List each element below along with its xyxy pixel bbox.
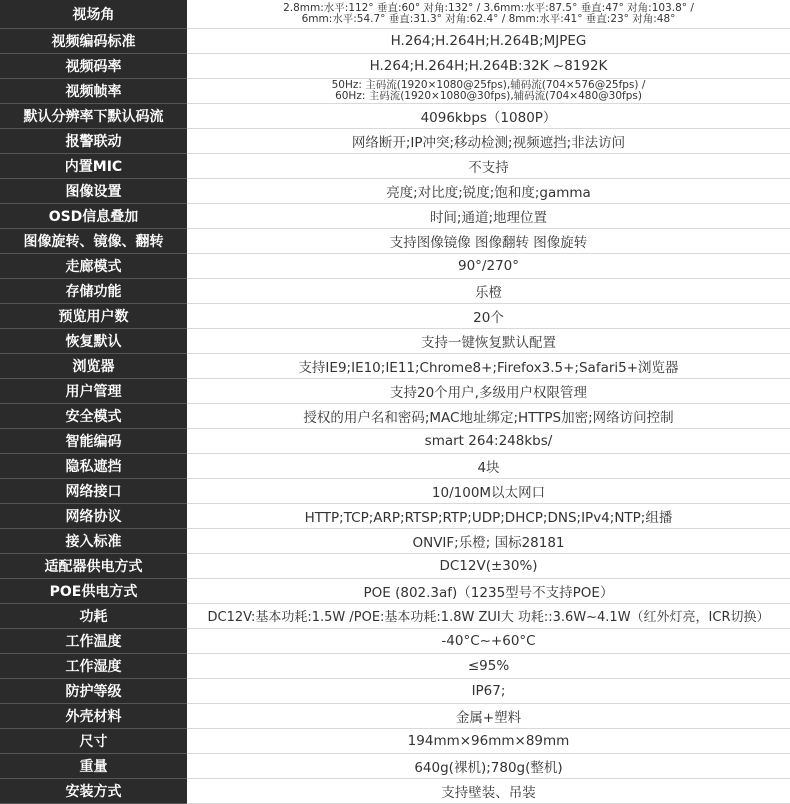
spec-value: smart 264:248kbs/ — [187, 428, 790, 453]
spec-row-network-protocol — [0, 503, 790, 528]
spec-value: 亮度;对比度;锐度;饱和度;gamma — [187, 178, 790, 203]
spec-row-field-of-view — [0, 0, 790, 28]
spec-row-image-rotation — [0, 228, 790, 253]
spec-label: 存储功能 — [0, 278, 187, 303]
spec-value: -40°C~+60°C — [187, 628, 790, 653]
spec-label: 接入标准 — [0, 528, 187, 553]
spec-value: 支持图像镜像 图像翻转 图像旋转 — [187, 228, 790, 253]
spec-label: 适配器供电方式 — [0, 553, 187, 578]
spec-value-line: 6mm:水平:54.7° 垂直:31.3° 对角:62.4° / 8mm:水平:41° 垂直:23° 对角:48° — [301, 12, 676, 25]
spec-value: 支持一键恢复默认配置 — [187, 328, 790, 353]
spec-row-restore-default — [0, 328, 790, 353]
spec-row-user-management — [0, 378, 790, 403]
spec-label: 隐私遮挡 — [0, 453, 187, 478]
spec-label: 功耗 — [0, 603, 187, 628]
spec-value: 20个 — [187, 303, 790, 328]
spec-row-preview-users — [0, 303, 790, 328]
spec-row-installation — [0, 778, 790, 803]
spec-label: 安全模式 — [0, 403, 187, 428]
spec-label: 视频码率 — [0, 53, 187, 78]
spec-value: DC12V:基本功耗:1.5W /POE:基本功耗:1.8W ZUI大 功耗::3.6W~4.1W（红外灯亮，ICR切换） — [187, 603, 790, 628]
spec-row-housing-material — [0, 703, 790, 728]
spec-label: 网络接口 — [0, 478, 187, 503]
spec-label: 视频帧率 — [0, 78, 187, 103]
spec-label: 网络协议 — [0, 503, 187, 528]
spec-row-protection-rating — [0, 678, 790, 703]
spec-row-smart-encoding — [0, 428, 790, 453]
spec-row-alarm-linkage — [0, 128, 790, 153]
spec-row-poe-power — [0, 578, 790, 603]
spec-value: HTTP;TCP;ARP;RTSP;RTP;UDP;DHCP;DNS;IPv4;NTP;组播 — [187, 503, 790, 528]
spec-row-default-bitrate — [0, 103, 790, 128]
spec-label: 视频编码标准 — [0, 28, 187, 53]
spec-row-video-bitrate — [0, 53, 790, 78]
spec-label: 视场角 — [0, 0, 187, 28]
spec-value: 金属+塑料 — [187, 703, 790, 728]
spec-row-storage — [0, 278, 790, 303]
spec-value-line: 60Hz: 主码流(1920×1080@30fps),辅码流(704×480@30fps) — [335, 89, 642, 102]
spec-value: H.264;H.264H;H.264B:32K ~8192K — [187, 53, 790, 78]
spec-value: POE (802.3af)（1235型号不支持POE） — [187, 578, 790, 603]
spec-row-weight — [0, 753, 790, 778]
spec-value — [187, 78, 790, 103]
spec-label: 图像旋转、镜像、翻转 — [0, 228, 187, 253]
spec-label: 图像设置 — [0, 178, 187, 203]
spec-value: 支持20个用户,多级用户权限管理 — [187, 378, 790, 403]
spec-row-corridor-mode — [0, 253, 790, 278]
spec-value-line: 2.8mm:水平:112° 垂直:60° 对角:132° / 3.6mm:水平:87.5° 垂直:47° 对角:103.8° / — [283, 1, 694, 14]
spec-value: 640g(裸机);780g(整机) — [187, 753, 790, 778]
spec-value: 授权的用户名和密码;MAC地址绑定;HTTPS加密;网络访问控制 — [187, 403, 790, 428]
spec-value-line: 50Hz: 主码流(1920×1080@25fps),辅码流(704×576@25fps) / — [331, 78, 646, 91]
spec-value: 支持壁装、吊装 — [187, 778, 790, 803]
spec-row-image-settings — [0, 178, 790, 203]
spec-value: IP67; — [187, 678, 790, 703]
spec-value: 10/100M以太网口 — [187, 478, 790, 503]
spec-row-dimensions — [0, 728, 790, 753]
spec-value: DC12V(±30%) — [187, 553, 790, 578]
spec-label: 报警联动 — [0, 128, 187, 153]
spec-row-network-interface — [0, 478, 790, 503]
spec-row-browser — [0, 353, 790, 378]
spec-label: 安装方式 — [0, 778, 187, 803]
spec-row-frame-rate — [0, 78, 790, 103]
spec-row-built-in-mic — [0, 153, 790, 178]
spec-value: H.264;H.264H;H.264B;MJPEG — [187, 28, 790, 53]
spec-label: OSD信息叠加 — [0, 203, 187, 228]
spec-value — [187, 0, 790, 28]
spec-row-privacy-mask — [0, 453, 790, 478]
spec-value: ONVIF;乐橙; 国标28181 — [187, 528, 790, 553]
spec-label: 工作湿度 — [0, 653, 187, 678]
spec-label: 尺寸 — [0, 728, 187, 753]
spec-value: 4块 — [187, 453, 790, 478]
spec-value: 支持IE9;IE10;IE11;Chrome8+;Firefox3.5+;Safari5+浏览器 — [187, 353, 790, 378]
spec-label: 智能编码 — [0, 428, 187, 453]
spec-row-video-encoding — [0, 28, 790, 53]
spec-label: 浏览器 — [0, 353, 187, 378]
spec-label: 恢复默认 — [0, 328, 187, 353]
spec-value: 时间;通道;地理位置 — [187, 203, 790, 228]
spec-label: 用户管理 — [0, 378, 187, 403]
spec-label: 默认分辨率下默认码流 — [0, 103, 187, 128]
spec-value: ≤95% — [187, 653, 790, 678]
spec-label: 外壳材料 — [0, 703, 187, 728]
spec-label: 防护等级 — [0, 678, 187, 703]
spec-value: 乐橙 — [187, 278, 790, 303]
spec-row-osd — [0, 203, 790, 228]
spec-label: 重量 — [0, 753, 187, 778]
spec-label: 内置MIC — [0, 153, 187, 178]
spec-label: 预览用户数 — [0, 303, 187, 328]
spec-label: POE供电方式 — [0, 578, 187, 603]
spec-value: 不支持 — [187, 153, 790, 178]
spec-row-power-consumption — [0, 603, 790, 628]
spec-value: 194mm×96mm×89mm — [187, 728, 790, 753]
spec-value: 4096kbps（1080P） — [187, 103, 790, 128]
spec-row-security-mode — [0, 403, 790, 428]
spec-label: 走廊模式 — [0, 253, 187, 278]
spec-row-operating-humidity — [0, 653, 790, 678]
spec-row-operating-temperature — [0, 628, 790, 653]
spec-row-adapter-power — [0, 553, 790, 578]
spec-value: 90°/270° — [187, 253, 790, 278]
spec-row-access-standard — [0, 528, 790, 553]
spec-value: 网络断开;IP冲突;移动检测;视频遮挡;非法访问 — [187, 128, 790, 153]
spec-label: 工作温度 — [0, 628, 187, 653]
